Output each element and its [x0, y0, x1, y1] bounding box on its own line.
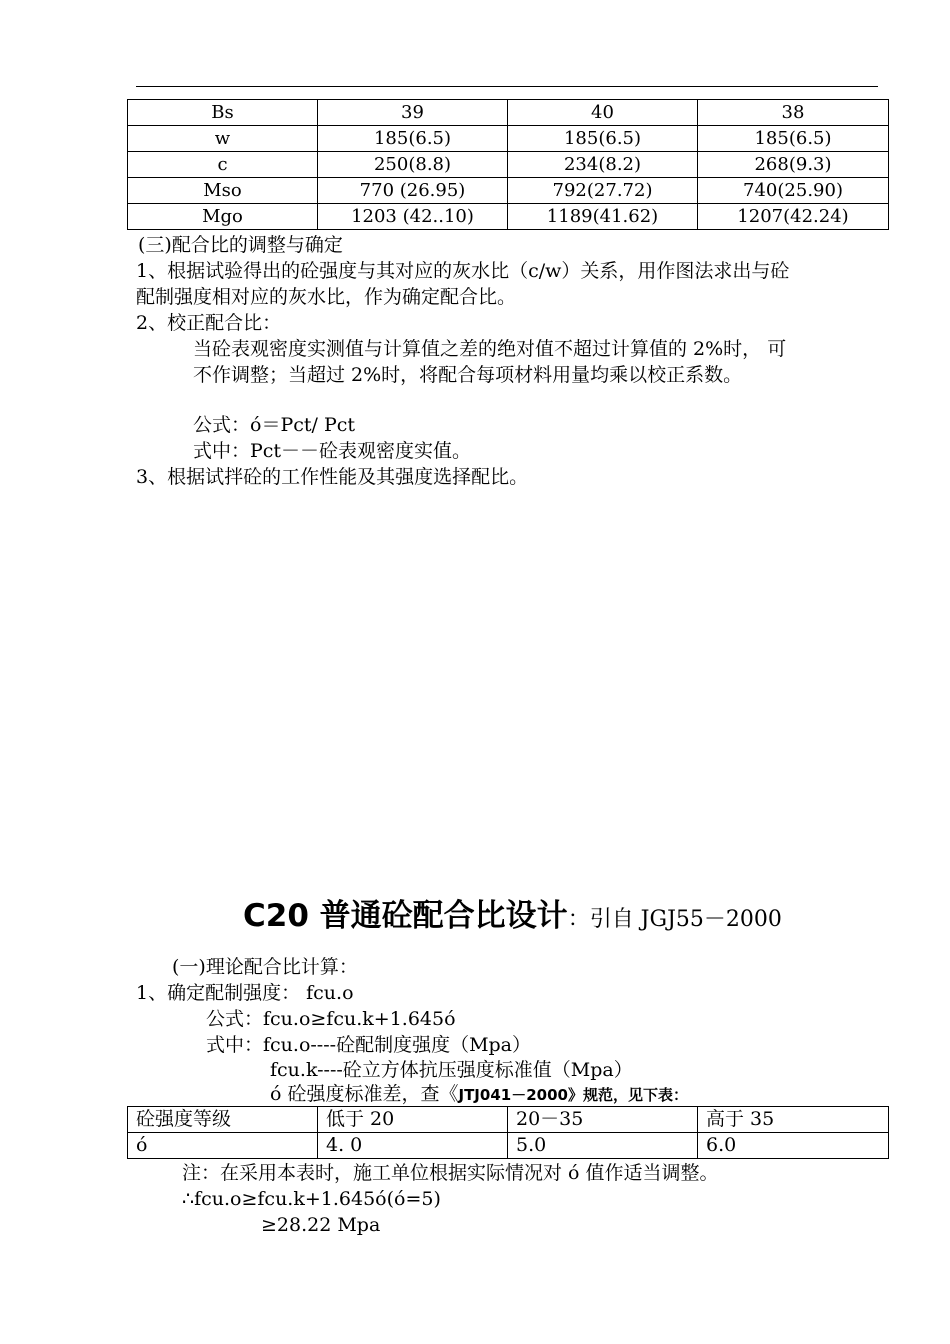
formula-note — [270, 1081, 688, 1108]
table-row — [128, 1107, 889, 1133]
table-cell: 20－35 — [508, 1107, 698, 1133]
table-cell: 250(8.8) — [318, 152, 508, 178]
section-heading: (一)理论配合比计算： — [172, 956, 358, 978]
table-cell: 低于 20 — [318, 1107, 508, 1133]
table-row — [128, 152, 889, 178]
mix-ratio-table — [127, 99, 889, 230]
table-cell: 770 (26.95) — [318, 178, 508, 204]
table-cell: 234(8.2) — [508, 152, 698, 178]
table-cell: c — [128, 152, 318, 178]
table-cell: 5.0 — [508, 1133, 698, 1159]
table-cell: 185(6.5) — [508, 126, 698, 152]
title-main: C20 普通砼配合比设计 — [243, 898, 568, 934]
table-cell: 740(25.90) — [698, 178, 889, 204]
table-row — [128, 204, 889, 230]
table-cell: ó — [128, 1133, 318, 1159]
table-row — [128, 1133, 889, 1159]
table-row — [128, 100, 889, 126]
note-line: 注：在采用本表时，施工单位根据实际情况对 ó 值作适当调整。 — [182, 1162, 719, 1184]
item-heading: 1、确定配制强度： fcu.o — [136, 982, 354, 1004]
formula-note: 式中：fcu.o----砼配制度强度（Mpa） — [206, 1034, 532, 1056]
table-cell: 高于 35 — [698, 1107, 889, 1133]
header-rule — [136, 86, 878, 87]
table-cell: 38 — [698, 100, 889, 126]
result-line: ∴fcu.o≥fcu.k+1.645ó(ó=5) — [182, 1188, 441, 1210]
formula-line: 公式：fcu.o≥fcu.k+1.645ó — [206, 1008, 456, 1030]
paragraph-line: 当砼表观密度实测值与计算值之差的绝对值不超过计算值的 2%时， 可 — [193, 338, 787, 360]
table-cell: 1203 (42..10) — [318, 204, 508, 230]
table-cell: 1189(41.62) — [508, 204, 698, 230]
page-title — [243, 890, 782, 935]
table-row — [128, 178, 889, 204]
formula-note: 式中：Pct－－砼表观密度实值。 — [193, 440, 472, 462]
paragraph-line: 3、根据试拌砼的工作性能及其强度选择配比。 — [136, 466, 529, 488]
table-cell: Bs — [128, 100, 318, 126]
std-deviation-table — [127, 1106, 889, 1159]
table-cell: 40 — [508, 100, 698, 126]
title-sub: ：引自 JGJ55－2000 — [567, 907, 782, 932]
table-cell: Mso — [128, 178, 318, 204]
paragraph-line: 配制强度相对应的灰水比，作为确定配合比。 — [136, 286, 517, 308]
table-cell: w — [128, 126, 318, 152]
paragraph-line: 1、根据试验得出的砼强度与其对应的灰水比（c/w）关系，用作图法求出与砼 — [136, 260, 790, 282]
table-cell: 792(27.72) — [508, 178, 698, 204]
paragraph-line: 不作调整；当超过 2%时，将配合每项材料用量均乘以校正系数。 — [193, 364, 743, 386]
standard-reference: JTJ041－2000》规范，见下表： — [458, 1086, 688, 1104]
item-heading: 2、校正配合比： — [136, 312, 282, 334]
table-cell: 1207(42.24) — [698, 204, 889, 230]
table-row — [128, 126, 889, 152]
table-cell: Mgo — [128, 204, 318, 230]
section-heading: (三)配合比的调整与确定 — [138, 234, 343, 256]
table-cell: 砼强度等级 — [128, 1107, 318, 1133]
table-cell: 185(6.5) — [698, 126, 889, 152]
result-line: ≥28.22 Mpa — [261, 1214, 381, 1236]
table-cell: 268(9.3) — [698, 152, 889, 178]
table-cell: 6.0 — [698, 1133, 889, 1159]
table-cell: 185(6.5) — [318, 126, 508, 152]
formula-line: 公式：ó＝Pct/ Pct — [193, 414, 356, 436]
formula-note: fcu.k----砼立方体抗压强度标准值（Mpa） — [270, 1059, 633, 1081]
table-cell: 4. 0 — [318, 1133, 508, 1159]
formula-note-text: ó 砼强度标准差，查《 — [270, 1083, 459, 1105]
table-cell: 39 — [318, 100, 508, 126]
